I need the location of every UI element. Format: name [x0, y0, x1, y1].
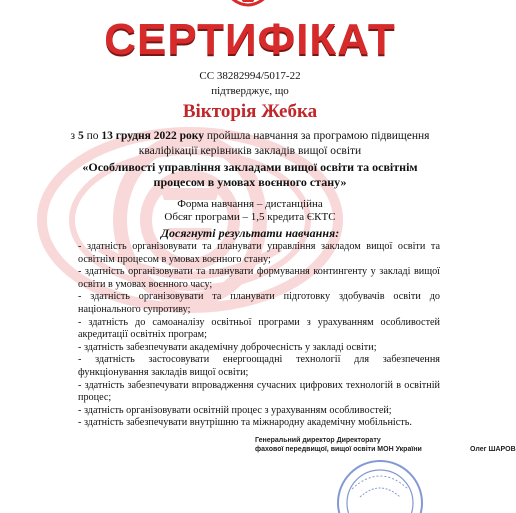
signature-title-line1: Генеральний директор Директорату	[255, 437, 381, 444]
study-form: Форма навчання – дистанційна	[177, 198, 323, 210]
confirms-text: підтверджує, що	[211, 85, 289, 97]
result-item: - здатність організовувати та планувати підготовку здобувачів освіти до національного супротиву;	[78, 291, 440, 315]
signer-name: Олег ШАРОВ	[470, 446, 516, 453]
period-connector: по	[86, 130, 99, 142]
signature-block	[255, 436, 516, 454]
result-item: - здатність застосовувати енергоощадні технології для забезпечення функціонування закладів вищої освіти;	[78, 354, 440, 378]
recipient-name: Вікторія Жебка	[182, 101, 318, 122]
result-item: - здатність організовувати та планувати управління закладом вищої освіти та освітнім процесом в умовах воєнного стану;	[78, 241, 440, 265]
period-date-to: 13 грудня 2022 року	[101, 130, 205, 142]
results-list	[78, 241, 440, 430]
training-period-text	[60, 129, 440, 159]
period-day-from: 5	[77, 130, 84, 142]
result-item: - здатність забезпечувати впровадження сучасних цифрових технологій в освітній процес;	[78, 379, 440, 404]
program-title: «Особливості управління закладами вищої освіти та освітнім процесом в умовах воєнного стану»	[82, 160, 418, 189]
signature-title-line2: фахової передвищої, вищої освіти МОН України	[255, 446, 422, 453]
result-item: - здатність забезпечувати внутрішню та міжнародну академічну мобільність.	[78, 417, 412, 429]
period-prefix: з	[70, 130, 76, 142]
result-item: - здатність організовувати освітній процес з урахуванням особливостей;	[78, 404, 392, 416]
result-item: - здатність організовувати та планувати формування контингенту у закладі вищої освіти в умовах воєнного часу;	[78, 266, 440, 290]
period-rest: пройшла навчання за програмою підвищення кваліфікації керівників закладів вищої освіти	[138, 130, 430, 157]
result-item: - здатність забезпечувати академічну доброчесність у закладі освіти;	[78, 341, 377, 353]
result-item: - здатність до самоаналізу освітньої програми з урахуванням особливостей акредитації освітніх програм;	[78, 316, 440, 341]
program-volume: Обсяг програми – 1,5 кредита ЄКТС	[164, 211, 336, 223]
logo-fragment-icon	[225, 0, 271, 12]
certificate-number: СС 38282994/5017-22	[199, 70, 301, 82]
results-heading: Досягнуті результати навчання:	[160, 226, 340, 240]
official-stamp-icon	[330, 453, 430, 513]
certificate-title: СЕРТИФІКАТ	[104, 15, 396, 64]
